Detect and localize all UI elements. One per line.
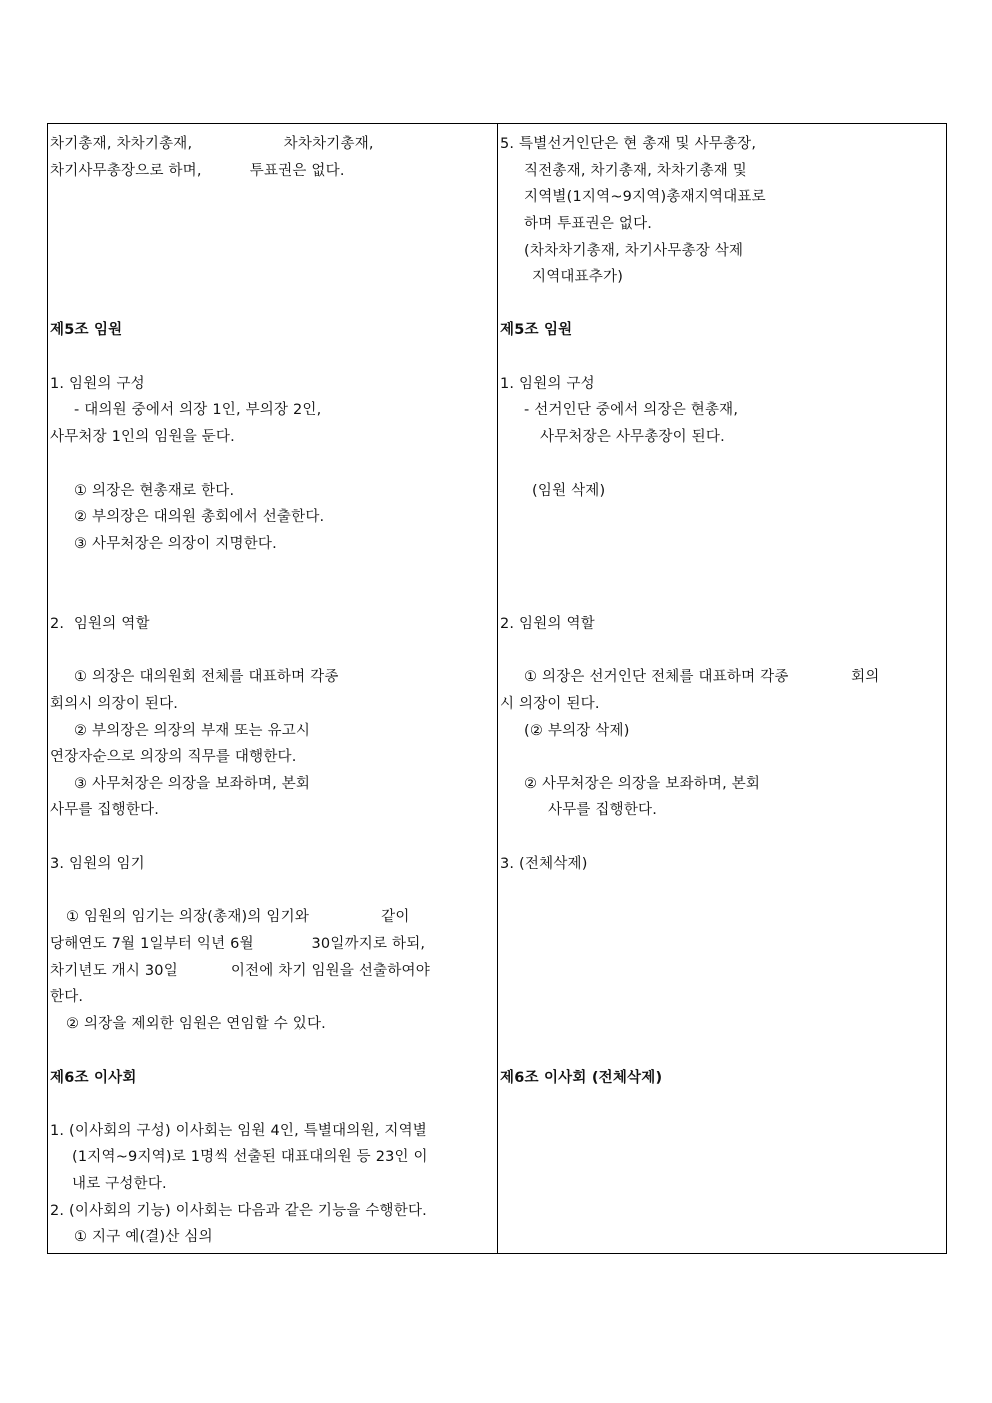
- right-text-line: 지역별(1지역~9지역)총재지역대표로: [524, 189, 766, 205]
- left-text-line: ① 의장은 대의원회 전체를 대표하며 각종: [74, 669, 339, 685]
- right-text-line: 3. (전체삭제): [500, 856, 588, 872]
- right-text-line: ② 사무처장은 의장을 보좌하며, 본회: [524, 776, 761, 792]
- right-text-line: 제6조 이사회 (전체삭제): [500, 1070, 663, 1086]
- right-text-line: 5. 특별선거인단은 현 총재 및 사무총장,: [500, 136, 757, 152]
- left-text-line: ② 부의장은 의장의 부재 또는 유고시: [74, 723, 311, 739]
- left-text-line: ② 부의장은 대의원 총회에서 선출한다.: [74, 509, 325, 525]
- left-text-line: ② 의장을 제외한 임원은 연임할 수 있다.: [66, 1016, 326, 1032]
- left-text-line: 제5조 임원: [50, 322, 123, 338]
- left-text-line: 2. 임원의 역할: [50, 616, 150, 632]
- left-text-line: 3. 임원의 임기: [50, 856, 145, 872]
- left-text-line: ③ 사무처장은 의장이 지명한다.: [74, 536, 277, 552]
- left-text-line: 1. 임원의 구성: [50, 376, 145, 392]
- right-text-line: (차차차기총재, 차기사무총장 삭제: [524, 243, 744, 259]
- right-text-line: - 선거인단 중에서 의장은 현총재,: [524, 402, 739, 418]
- left-text-line: 2. (이사회의 기능) 이사회는 다음과 같은 기능을 수행한다.: [50, 1203, 427, 1219]
- right-text-line: 제5조 임원: [500, 322, 573, 338]
- left-text-line: 한다.: [50, 989, 84, 1005]
- right-text-line: 사무처장은 사무총장이 된다.: [540, 429, 725, 445]
- right-text-line: 지역대표추가): [532, 269, 624, 285]
- left-text-line: 사무를 집행한다.: [50, 802, 160, 818]
- left-text-line: 차기년도 개시 30일 이전에 차기 임원을 선출하여야: [50, 963, 430, 979]
- right-text-line: 1. 임원의 구성: [500, 376, 595, 392]
- left-text-line: ① 지구 예(결)산 심의: [74, 1229, 213, 1245]
- right-text-line: 하며 투표권은 없다.: [524, 216, 653, 232]
- left-text-line: 당해연도 7월 1일부터 익년 6월 30일까지로 하되,: [50, 936, 426, 952]
- revised-rules-column: [498, 124, 947, 1253]
- right-text-line: (② 부의장 삭제): [524, 723, 630, 739]
- right-text-line: 직전총재, 차기총재, 차차기총재 및: [524, 163, 747, 179]
- right-text-line: 시 의장이 된다.: [500, 696, 600, 712]
- left-text-line: 연장자순으로 의장의 직무를 대행한다.: [50, 749, 297, 765]
- right-text-line: ① 의장은 선거인단 전체를 대표하며 각종 회의: [524, 669, 880, 685]
- left-text-line: ① 임원의 임기는 의장(총재)의 임기와 같이: [66, 909, 410, 925]
- left-text-line: 차기사무총장으로 하며, 투표권은 없다.: [50, 163, 345, 179]
- left-text-line: ③ 사무처장은 의장을 보좌하며, 본회: [74, 776, 311, 792]
- comparison-table: [47, 123, 947, 1254]
- right-text-line: (임원 삭제): [532, 483, 606, 499]
- right-text-line: 사무를 집행한다.: [548, 802, 658, 818]
- left-text-line: ① 의장은 현총재로 한다.: [74, 483, 235, 499]
- left-text-line: (1지역~9지역)로 1명씩 선출된 대표대의원 등 23인 이: [72, 1149, 428, 1165]
- right-text-line: 2. 임원의 역할: [500, 616, 595, 632]
- left-text-line: 회의시 의장이 된다.: [50, 696, 179, 712]
- left-text-line: 내로 구성한다.: [72, 1176, 167, 1192]
- left-text-line: 제6조 이사회: [50, 1070, 137, 1086]
- left-text-line: 사무처장 1인의 임원을 둔다.: [50, 429, 235, 445]
- left-text-line: 1. (이사회의 구성) 이사회는 임원 4인, 특별대의원, 지역별: [50, 1123, 428, 1139]
- current-rules-column: [48, 124, 497, 1253]
- left-text-line: - 대의원 중에서 의장 1인, 부의장 2인,: [74, 402, 322, 418]
- left-text-line: 차기총재, 차차기총재, 차차차기총재,: [50, 136, 374, 152]
